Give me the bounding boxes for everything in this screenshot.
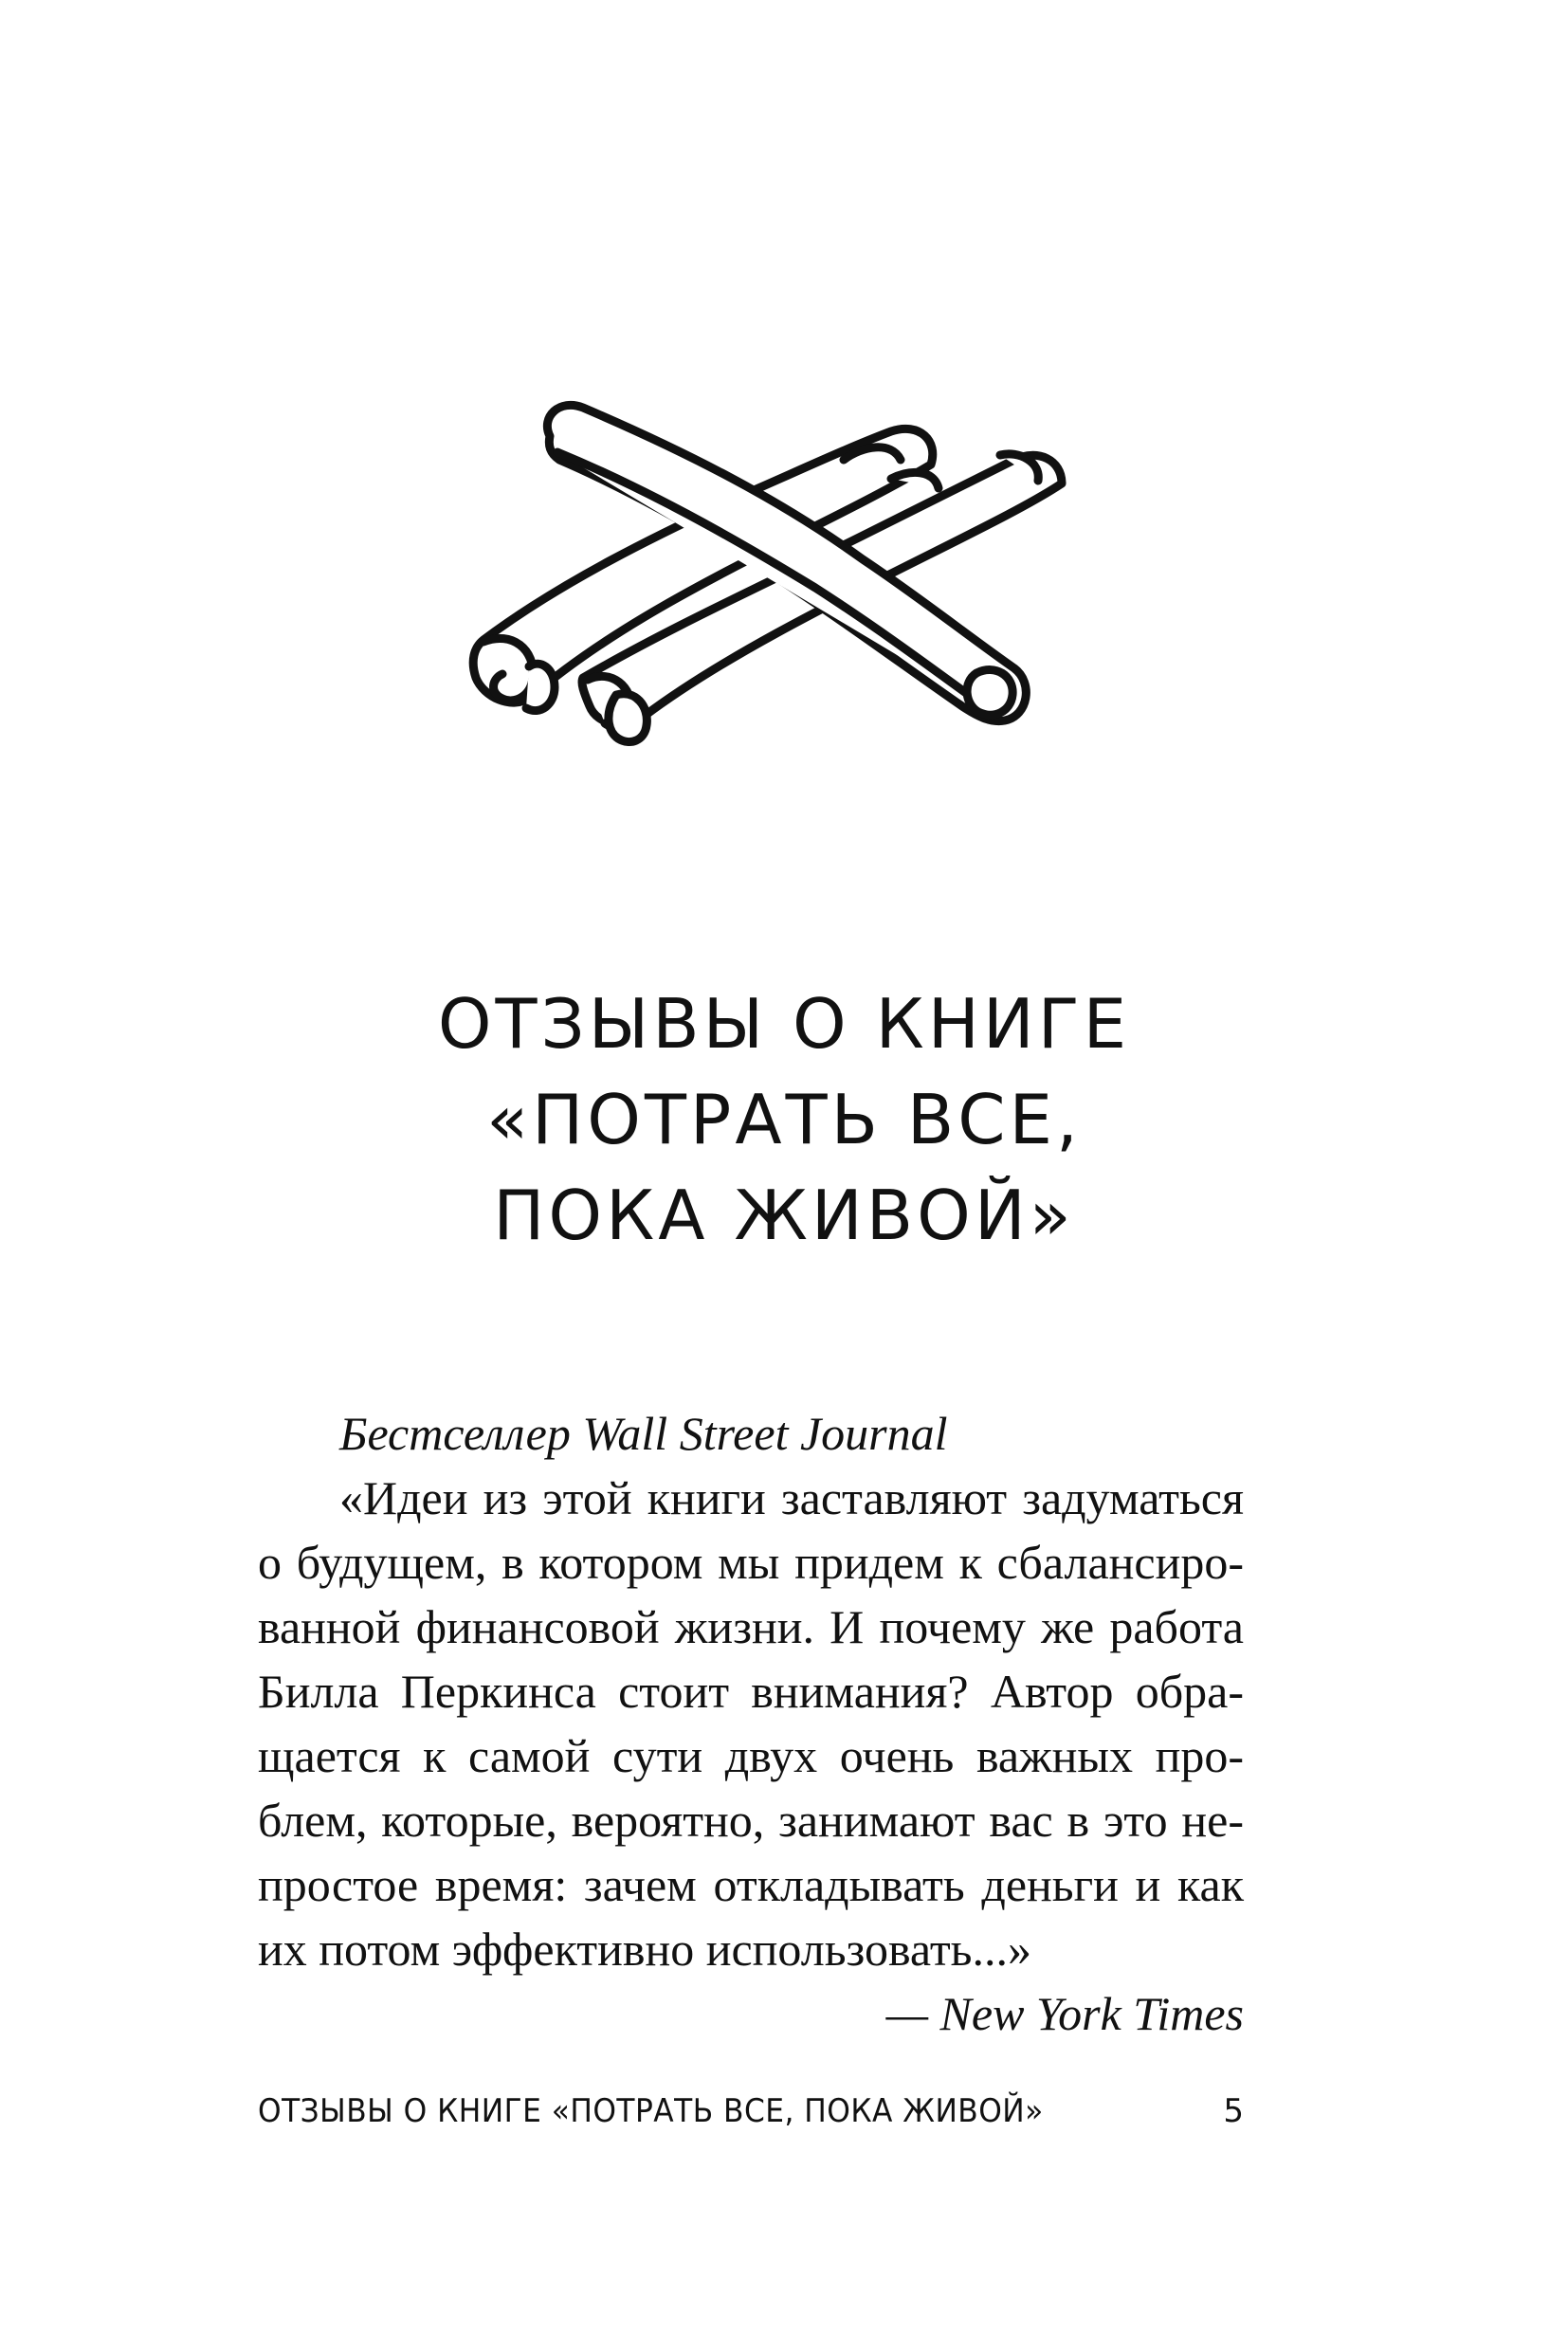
- review-quote-line: щается к самой сути двух очень важных про-: [258, 1729, 1244, 1782]
- page-title-line-3: ПОКА ЖИВОЙ»: [493, 1176, 1075, 1255]
- review-quote-line: их потом эффективно использовать...»: [258, 1923, 1031, 1976]
- page-title-line-1: ОТЗЫВЫ О КНИГЕ: [437, 984, 1131, 1064]
- review-quote-line: «Идеи из этой книги заставляют задуматься: [339, 1471, 1244, 1524]
- review-quote-line: блем, которые, вероятно, занимают вас в это не-: [258, 1794, 1244, 1847]
- review-quote-line: о будущем, в котором мы придем к сбалансиро-: [258, 1536, 1244, 1589]
- review-quote-line: ванной финансовой жизни. И почему же работа: [258, 1600, 1244, 1653]
- page-title-line-2: «ПОТРАТЬ ВСЕ,: [486, 1080, 1082, 1159]
- review-quote-line: Билла Перкинса стоит внимания? Автор обра-: [258, 1665, 1244, 1718]
- page-number: 5: [1223, 2092, 1244, 2130]
- review-quote-line: простое время: зачем откладывать деньги и как: [258, 1858, 1244, 1911]
- cinnamon-sticks-illustration: [446, 393, 1090, 754]
- review-attribution: — New York Times: [885, 1987, 1244, 2040]
- review-block: [258, 1401, 1244, 2046]
- review-source: Бестселлер Wall Street Journal: [339, 1407, 948, 1460]
- running-title: ОТЗЫВЫ О КНИГЕ «ПОТРАТЬ ВСЕ, ПОКА ЖИВОЙ»: [258, 2092, 1044, 2130]
- page-title: [0, 976, 1568, 1264]
- cinnamon-sticks-icon: [446, 393, 1090, 754]
- page-footer: [258, 2089, 1244, 2133]
